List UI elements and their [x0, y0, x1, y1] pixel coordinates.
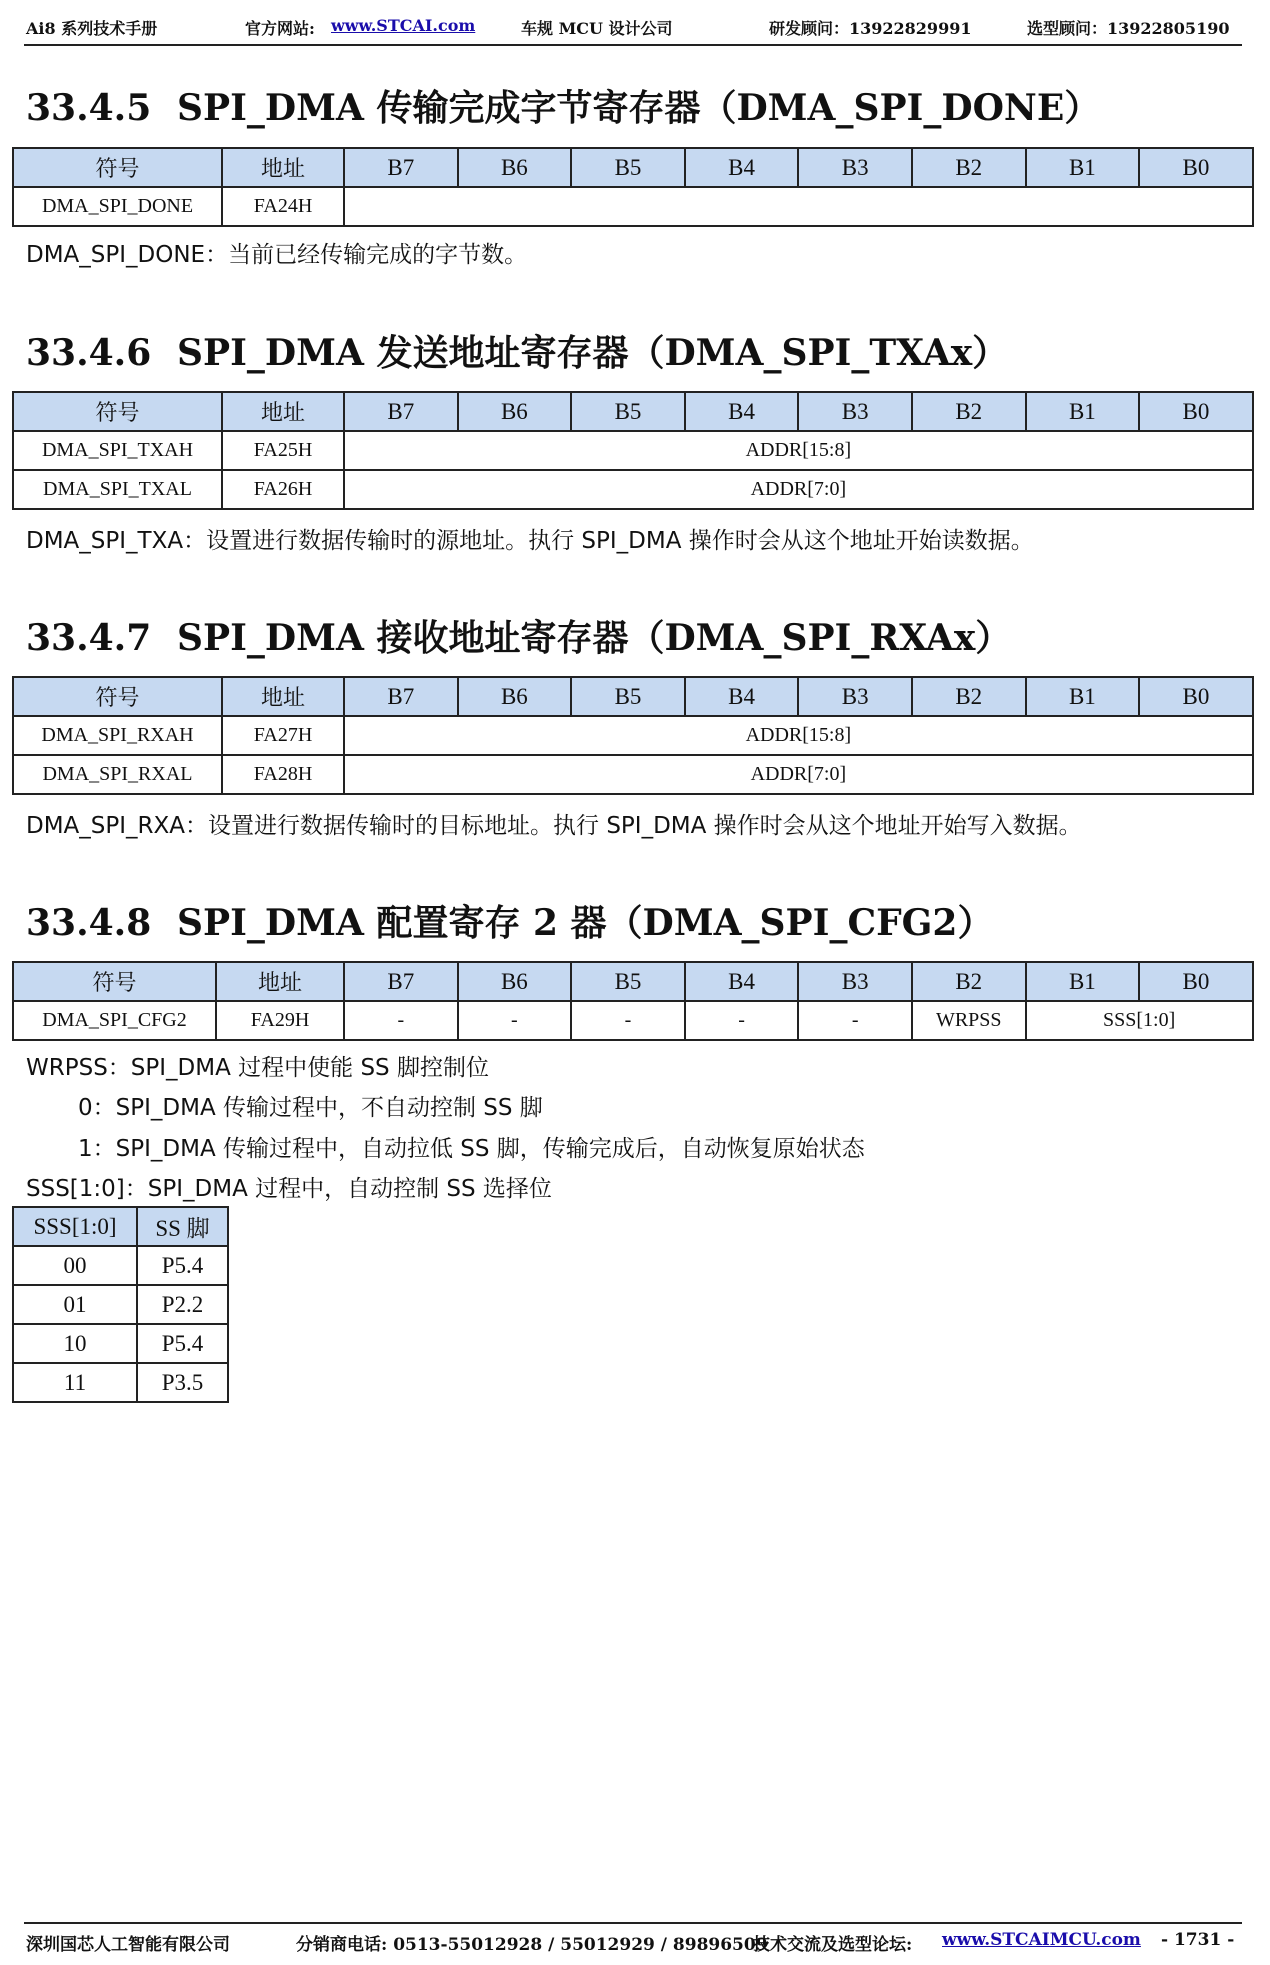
- header-b3: B3: [798, 392, 912, 431]
- sss-value-cell: 11: [13, 1363, 137, 1402]
- header-symbol: 符号: [13, 962, 216, 1001]
- header-b7: B7: [344, 148, 458, 187]
- header-b1: B1: [1026, 392, 1140, 431]
- table-row: [13, 1246, 228, 1285]
- section-heading-33-4-6: [26, 325, 1008, 376]
- website-label: 官方网站:: [245, 19, 315, 38]
- header-address: 地址: [216, 962, 344, 1001]
- register-table-dma-spi-cfg2: [12, 961, 1254, 1041]
- header-b7: B7: [344, 962, 458, 1001]
- wrpss-option-0: 0：SPI_DMA 传输过程中，不自动控制 SS 脚: [78, 1095, 543, 1121]
- field-cell: ADDR[7:0]: [344, 470, 1253, 509]
- table-header-row: [13, 1207, 228, 1246]
- table-header-row: [13, 677, 1253, 716]
- register-description: DMA_SPI_RXA：设置进行数据传输时的目标地址。执行 SPI_DMA 操作时会从这个地址开始写入数据。: [26, 813, 1082, 839]
- header-b6: B6: [458, 148, 572, 187]
- table-row: [13, 755, 1253, 794]
- address-cell: FA29H: [216, 1001, 344, 1040]
- rd-consultant: 研发顾问：13922829991: [769, 19, 972, 38]
- footer-phone: 分销商电话: 0513-55012928 / 55012929 / 89896509: [296, 1935, 768, 1955]
- register-description: DMA_SPI_TXA：设置进行数据传输时的源地址。执行 SPI_DMA 操作时会从这个地址开始读数据。: [26, 528, 1034, 554]
- sss-value-cell: 10: [13, 1324, 137, 1363]
- bit-b1-b0-cell: SSS[1:0]: [1026, 1001, 1253, 1040]
- company-tagline: 车规 MCU 设计公司: [521, 19, 673, 38]
- page-header: [24, 14, 1242, 46]
- register-table-dma-spi-done: [12, 147, 1254, 227]
- sss-value-cell: 01: [13, 1285, 137, 1324]
- header-b4: B4: [685, 677, 799, 716]
- sss-value-cell: 00: [13, 1246, 137, 1285]
- table-row: [13, 1324, 228, 1363]
- table-row: [13, 716, 1253, 755]
- field-cell: [344, 187, 1253, 226]
- header-b5: B5: [571, 677, 685, 716]
- section-title: SPI_DMA 发送地址寄存器（DMA_SPI_TXAx）: [177, 332, 1009, 374]
- symbol-cell: DMA_SPI_TXAH: [13, 431, 222, 470]
- pin-cell: P2.2: [137, 1285, 228, 1324]
- section-heading-33-4-7: [26, 610, 1011, 661]
- header-b5: B5: [571, 962, 685, 1001]
- header-b0: B0: [1139, 148, 1253, 187]
- field-cell: ADDR[7:0]: [344, 755, 1253, 794]
- bit-b5-cell: -: [571, 1001, 685, 1040]
- manual-title: Ai8 系列技术手册: [26, 19, 158, 38]
- header-b3: B3: [798, 148, 912, 187]
- header-b5: B5: [571, 148, 685, 187]
- header-b1: B1: [1026, 148, 1140, 187]
- symbol-cell: DMA_SPI_TXAL: [13, 470, 222, 509]
- header-b6: B6: [458, 392, 572, 431]
- header-b4: B4: [685, 962, 799, 1001]
- header-b6: B6: [458, 677, 572, 716]
- header-b2: B2: [912, 962, 1026, 1001]
- table-header-row: [13, 962, 1253, 1001]
- pin-cell: P5.4: [137, 1246, 228, 1285]
- header-address: 地址: [222, 392, 344, 431]
- header-b7: B7: [344, 392, 458, 431]
- header-symbol: 符号: [13, 392, 222, 431]
- sss-description: SSS[1:0]：SPI_DMA 过程中，自动控制 SS 选择位: [26, 1176, 552, 1202]
- header-b7: B7: [344, 677, 458, 716]
- address-cell: FA26H: [222, 470, 344, 509]
- field-cell: ADDR[15:8]: [344, 716, 1253, 755]
- bit-b2-cell: WRPSS: [912, 1001, 1026, 1040]
- bit-b3-cell: -: [798, 1001, 912, 1040]
- pin-cell: P3.5: [137, 1363, 228, 1402]
- register-table-dma-spi-txa: [12, 391, 1254, 510]
- table-row: [13, 1285, 228, 1324]
- header-b3: B3: [798, 962, 912, 1001]
- footer-forum-label: 技术交流及选型论坛:: [753, 1935, 913, 1955]
- table-row: [13, 431, 1253, 470]
- header-b0: B0: [1139, 677, 1253, 716]
- header-b3: B3: [798, 677, 912, 716]
- section-title: SPI_DMA 传输完成字节寄存器（DMA_SPI_DONE）: [177, 87, 1101, 129]
- symbol-cell: DMA_SPI_RXAH: [13, 716, 222, 755]
- table-row: [13, 470, 1253, 509]
- header-b0: B0: [1139, 392, 1253, 431]
- header-b1: B1: [1026, 962, 1140, 1001]
- address-cell: FA28H: [222, 755, 344, 794]
- header-b6: B6: [458, 962, 572, 1001]
- header-symbol: 符号: [13, 148, 222, 187]
- section-number: 33.4.5: [26, 87, 152, 129]
- header-b0: B0: [1139, 962, 1253, 1001]
- selection-consultant: 选型顾问：13922805190: [1027, 19, 1230, 38]
- section-number: 33.4.7: [26, 617, 152, 659]
- address-cell: FA24H: [222, 187, 344, 226]
- section-title: SPI_DMA 配置寄存 2 器（DMA_SPI_CFG2）: [177, 902, 994, 944]
- symbol-cell: DMA_SPI_DONE: [13, 187, 222, 226]
- footer-company: 深圳国芯人工智能有限公司: [26, 1935, 230, 1955]
- header-b4: B4: [685, 148, 799, 187]
- bit-b4-cell: -: [685, 1001, 799, 1040]
- section-title: SPI_DMA 接收地址寄存器（DMA_SPI_RXAx）: [177, 617, 1012, 659]
- section-number: 33.4.6: [26, 332, 152, 374]
- header-address: 地址: [222, 148, 344, 187]
- header-b2: B2: [912, 148, 1026, 187]
- register-description: DMA_SPI_DONE：当前已经传输完成的字节数。: [26, 242, 528, 268]
- header-ss-pin: SS 脚: [137, 1207, 228, 1246]
- symbol-cell: DMA_SPI_CFG2: [13, 1001, 216, 1040]
- symbol-cell: DMA_SPI_RXAL: [13, 755, 222, 794]
- header-sss: SSS[1:0]: [13, 1207, 137, 1246]
- header-b1: B1: [1026, 677, 1140, 716]
- address-cell: FA27H: [222, 716, 344, 755]
- page-footer: [24, 1922, 1242, 1955]
- table-row: [13, 187, 1253, 226]
- address-cell: FA25H: [222, 431, 344, 470]
- header-b4: B4: [685, 392, 799, 431]
- bit-b7-cell: -: [344, 1001, 458, 1040]
- pin-cell: P5.4: [137, 1324, 228, 1363]
- header-b5: B5: [571, 392, 685, 431]
- header-b2: B2: [912, 677, 1026, 716]
- website-link[interactable]: www.STCAI.com: [331, 16, 476, 35]
- section-heading-33-4-5: [26, 80, 1100, 131]
- section-heading-33-4-8: [26, 895, 993, 946]
- page-number: - 1731 -: [1161, 1930, 1235, 1950]
- header-address: 地址: [222, 677, 344, 716]
- bit-b6-cell: -: [458, 1001, 572, 1040]
- footer-forum-link[interactable]: www.STCAIMCU.com: [942, 1930, 1141, 1950]
- table-header-row: [13, 392, 1253, 431]
- table-row: [13, 1001, 1253, 1040]
- wrpss-option-1: 1：SPI_DMA 传输过程中，自动拉低 SS 脚，传输完成后，自动恢复原始状态: [78, 1136, 865, 1162]
- table-row: [13, 1363, 228, 1402]
- header-b2: B2: [912, 392, 1026, 431]
- table-header-row: [13, 148, 1253, 187]
- field-cell: ADDR[15:8]: [344, 431, 1253, 470]
- wrpss-description: WRPSS：SPI_DMA 过程中使能 SS 脚控制位: [26, 1055, 489, 1081]
- section-number: 33.4.8: [26, 902, 152, 944]
- register-table-dma-spi-rxa: [12, 676, 1254, 795]
- sss-pin-table: [12, 1206, 229, 1403]
- header-symbol: 符号: [13, 677, 222, 716]
